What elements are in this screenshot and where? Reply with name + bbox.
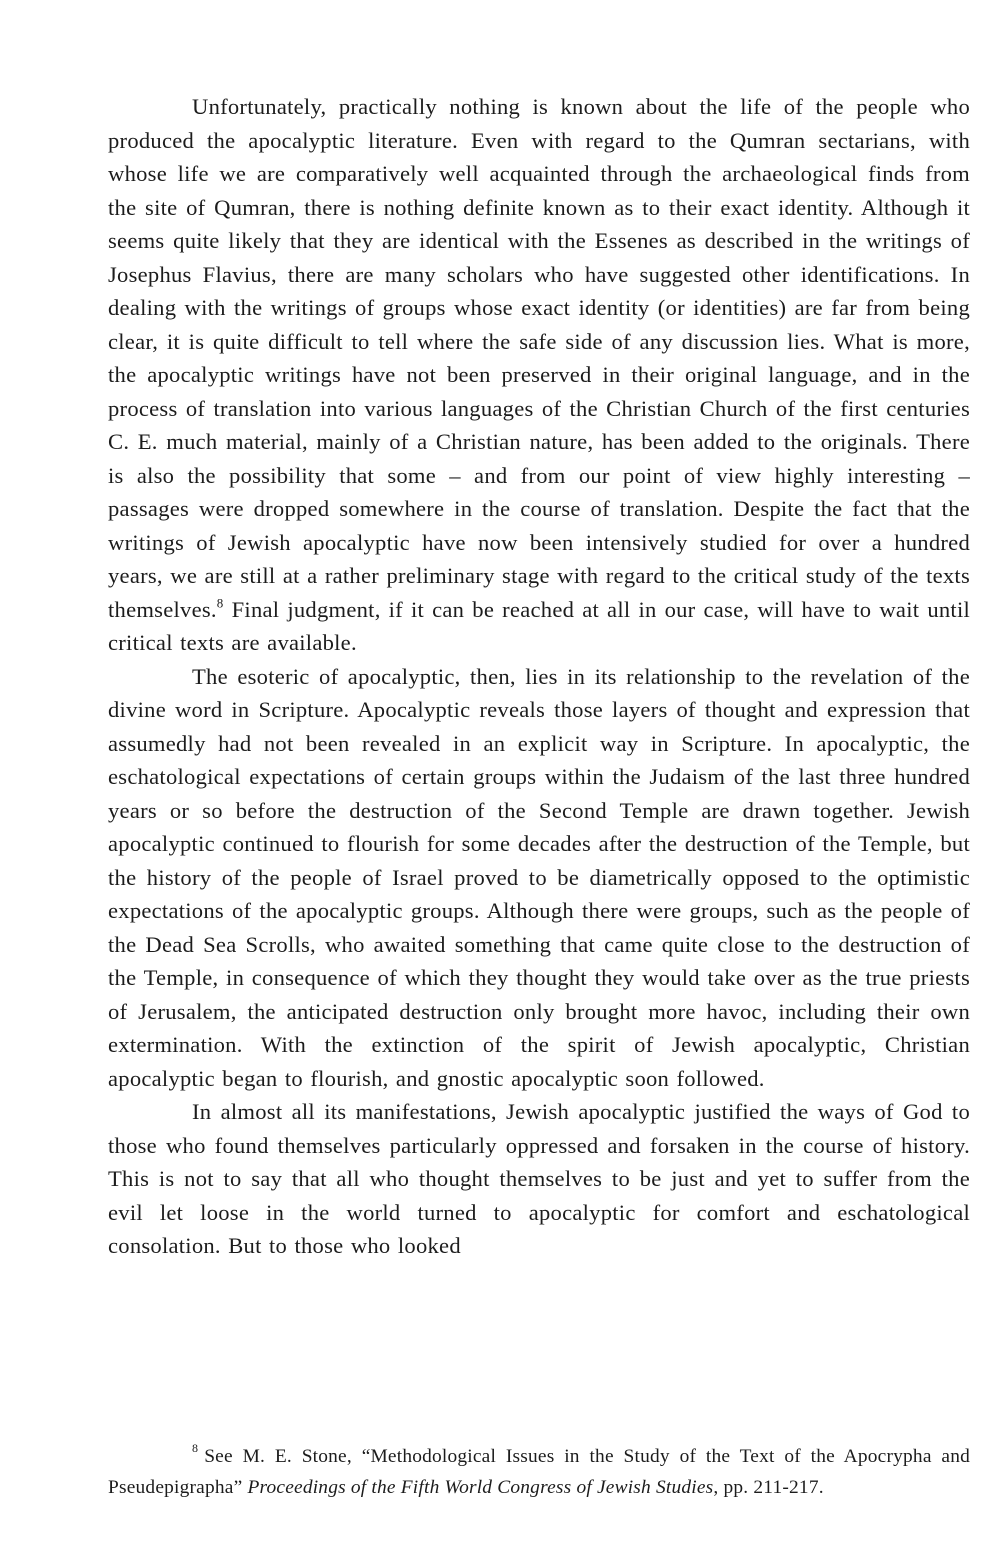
paragraph-2 [108, 660, 970, 1096]
footnote-reference: 8 [216, 594, 224, 610]
footnote-pages: , pp. 211-217. [713, 1477, 824, 1498]
paragraph-1-text-continued: Final judgment, if it can be reached at all in our case, will have to wait until critical texts are available. [108, 596, 970, 655]
paragraph-3-text: In almost all its manifestations, Jewish apocalyptic justified the ways of God to those who found themselves particularly oppressed and forsaken in the course of history. This is not to say that all who thought themselves to be just and yet to suffer from the evil let loose in the world turned to apocalyptic for comfort and eschatological consolation. But to those who looked [108, 1099, 970, 1258]
paragraph-2-text: The esoteric of apocalyptic, then, lies in its relationship to the revelation of the divine word in Scripture. Apocalyptic reveals those layers of thought and expression that assumedly had not been revealed in an explicit way in Scripture. In apocalyptic, the eschatological expectations of certain groups within the Judaism of the last three hundred years or so before the destruction of the Second Temple are drawn together. Jewish apocalyptic continued to flourish for some decades after the destruction of the Temple, but the history of the people of Israel proved to be diametrically opposed to the optimistic expectations of the apocalyptic groups. Although there were groups, such as the people of the Dead Sea Scrolls, who awaited something that came quite close to the destruction of the Temple, in consequence of which they thought they would take over as the true priests of Jerusalem, the anticipated destruction only brought more havoc, including their own extermination. With the extinction of the spirit of Jewish apocalyptic, Christian apocalyptic began to flourish, and gnostic apocalyptic soon followed. [108, 663, 970, 1091]
paragraph-1 [108, 90, 970, 660]
footnote: 8 See M. E. Stone, “Methodological Issues in the Study of the Text of the Apocrypha and Pseudepigrapha” Proceedings of the Fifth World Congress of Jewish Studies, pp. 211-217. [108, 1441, 970, 1498]
paragraph-3 [108, 1095, 970, 1263]
footnote-journal-title: Proceedings of the Fifth World Congress of Jewish Studies [247, 1477, 714, 1498]
page-body [108, 90, 970, 1263]
paragraph-1-text: Unfortunately, practically nothing is known about the life of the people who produced the apocalyptic literature. Even with regard to the Qumran sectarians, with whose life we are comparatively well acquainted through the archaeological finds from the site of Qumran, there is nothing definite known as to their exact identity. Although it seems quite likely that they are identical with the Essenes as described in the writings of Josephus Flavius, there are many scholars who have suggested other identifications. In dealing with the writings of groups whose exact identity (or identities) are far from being clear, it is quite difficult to tell where the safe side of any discussion lies. What is more, the apocalyptic writings have not been preserved in their original language, and in the process of translation into various languages of the Christian Church of the first centuries C. E. much material, mainly of a Christian nature, has been added to the originals. There is also the possibility that some – and from our point of view highly interesting – passages were dropped somewhere in the course of translation. Despite the fact that the writings of Jewish apocalyptic have now been intensively studied for over a hundred years, we are still at a rather preliminary stage with regard to the critical study of the texts themselves. [108, 94, 970, 622]
footnote-text: See M. E. Stone, “Methodological Issues in the Study of the Text of the Apocrypha and Pseudepigrapha” [108, 1446, 970, 1498]
